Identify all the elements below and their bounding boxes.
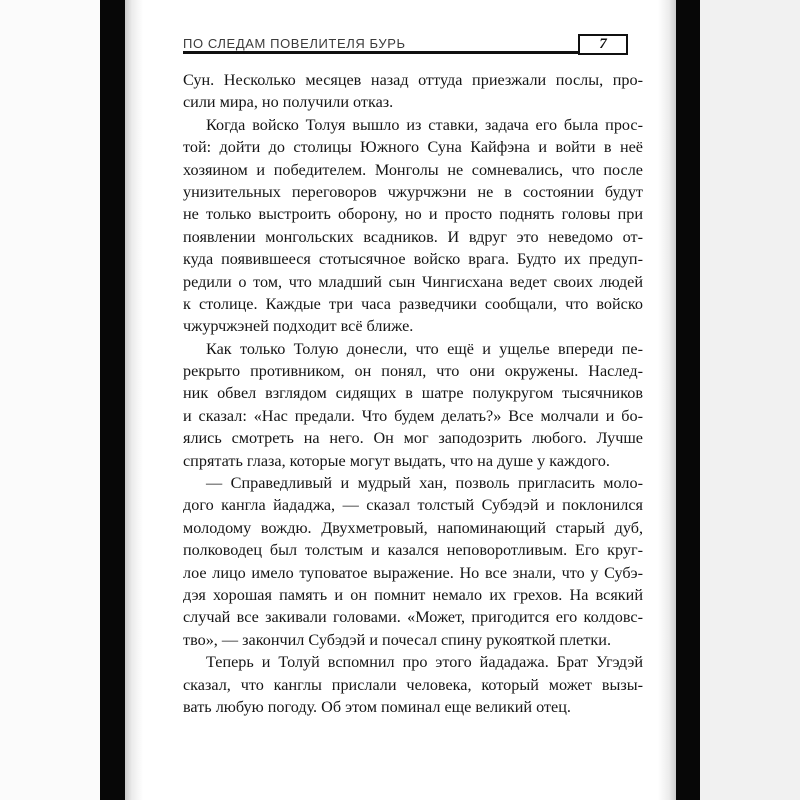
- text-line: лое лицо имело туповатое выражение. Но все знали, что у Субэ-: [183, 563, 643, 582]
- text-line: Как только Толую донесли, что ещё и ущелье впереди пе-: [206, 339, 643, 358]
- text-line: к столице. Каждые три часа разведчики сообщали, что войско: [183, 294, 643, 313]
- outer-margin-left: [0, 0, 100, 800]
- text-line: хозяином и победителем. Монголы не сомневались, что после: [183, 160, 643, 179]
- text-line: унизительных переговоров чжурчжэни не в состоянии будут: [183, 182, 643, 201]
- text-line: тво», — закончил Субэдэй и почесал спину рукояткой плетки.: [183, 630, 612, 649]
- text-line: полководец был толстым и казался неповоротливым. Его круг-: [183, 541, 643, 560]
- text-line: появлении монгольских всадников. И вдруг это неведомо от-: [183, 227, 643, 246]
- text-line: случай все закивали головами. «Может, пригодится его колдовс-: [183, 608, 643, 627]
- page-number-box: [578, 34, 628, 55]
- text-line: вать любую погоду. Об этом поминал еще великий отец.: [183, 697, 571, 716]
- book-page: [125, 0, 676, 800]
- text-line: дого кангла йададжа, — сказал толстый Субэдэй и поклонился: [183, 496, 643, 515]
- outer-margin-right: [700, 0, 800, 800]
- text-line: молодому вождю. Двухметровый, напоминающий старый дуб,: [183, 518, 643, 537]
- text-line: дэя хорошая память и он помнит немало их грехов. На всякий: [183, 585, 643, 604]
- text-line: Теперь и Толуй вспомнил про этого йададажа. Брат Угэдэй: [206, 653, 643, 672]
- text-line: сили мира, но получили отказ.: [183, 93, 394, 112]
- book-edge-left: [100, 0, 125, 800]
- running-title: ПО СЛЕДАМ ПОВЕЛИТЕЛЯ БУРЬ: [183, 36, 406, 51]
- text-line: рекрыто противником, он понял, что они окружены. Наслед-: [183, 362, 643, 381]
- text-line: Сун. Несколько месяцев назад оттуда приезжали послы, про-: [183, 71, 643, 89]
- text-line: той: дойти до столицы Южного Суна Кайфэна и войти в неё: [183, 138, 643, 157]
- header-rule: [183, 51, 580, 54]
- text-line: редили о том, что младший сын Чингисхана ведет своих людей: [183, 272, 643, 291]
- text-line: не только выстроить оборону, но и просто поднять головы при: [183, 205, 643, 224]
- text-line: ник обвел взглядом сидящих в шатре полукругом тысячников: [183, 384, 643, 403]
- page-number: 7: [599, 36, 607, 52]
- text-line: куда появившееся стотысячное войско врага. Будто их предуп-: [183, 250, 643, 269]
- text-line: спрятать глаза, которые могут выдать, что на душе у каждого.: [183, 451, 610, 470]
- body-text: [183, 69, 643, 718]
- text-line: ялись смотреть на него. Он мог заподозрить любого. Лучше: [183, 429, 643, 448]
- text-line: сказал, что канглы прислали человека, который может вызы-: [183, 675, 643, 694]
- text-line: и сказал: «Нас предали. Что будем делать?» Все молчали и бо-: [183, 406, 643, 425]
- text-line: — Справедливый и мудрый хан, позволь пригласить моло-: [206, 474, 643, 493]
- text-line: Когда войско Толуя вышло из ставки, задача его была прос-: [206, 115, 643, 134]
- text-line: чжурчжэней подходит всё ближе.: [183, 317, 414, 336]
- book-edge-right: [676, 0, 700, 800]
